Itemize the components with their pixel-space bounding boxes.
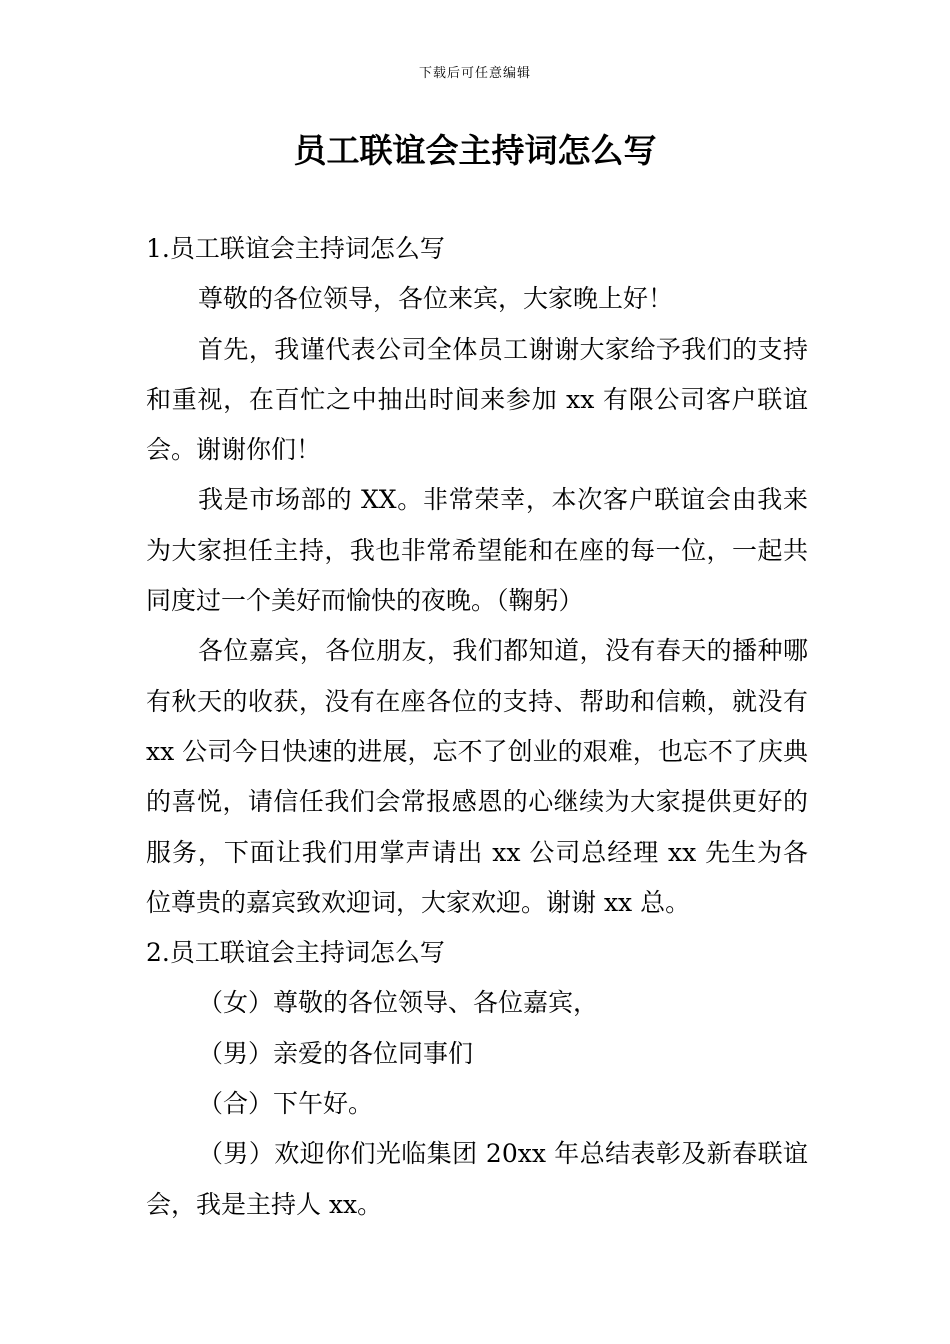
document-body (146, 224, 808, 1230)
section-heading-2: 2.员工联谊会主持词怎么写 (146, 938, 445, 968)
dialogue-line-male: （男）亲爱的各位同事们 (198, 1038, 474, 1068)
paragraph-thanks: 首先，我谨代表公司全体员工谢谢大家给予我们的支持和重视，在百忙之中抽出时间来参加 xx 有限公司客户联谊会。谢谢你们！ (146, 334, 808, 465)
dialogue-line-together: （合）下午好。 (198, 1089, 374, 1119)
document-title: 员工联谊会主持词怎么写 (293, 131, 657, 170)
page-header-note: 下载后可任意编辑 (418, 66, 531, 81)
dialogue-line-female: （女）尊敬的各位领导、各位嘉宾， (198, 988, 599, 1018)
paragraph-introduction: 我是市场部的 XX。非常荣幸，本次客户联谊会由我来为大家担任主持，我也非常希望能和在座的每一位，一起共同度过一个美好而愉快的夜晚。（鞠躬） (146, 485, 808, 616)
section-heading-1: 1.员工联谊会主持词怎么写 (146, 234, 445, 263)
paragraph-greeting: 尊敬的各位领导，各位来宾，大家晚上好！ (198, 284, 674, 314)
paragraph-guests: 各位嘉宾，各位朋友，我们都知道，没有春天的播种哪有秋天的收获，没有在座各位的支持、帮助和信赖，就没有 xx 公司今日快速的进展，忘不了创业的艰难，也忘不了庆典的喜悦，请信任我们会常报感恩的心继续为大家提供更好的服务，下面让我们用掌声请出 xx 公司总经理 xx 先生为各位尊贵的嘉宾致欢迎词，大家欢迎。谢谢 xx 总。 (146, 636, 808, 917)
dialogue-line-male-welcome: （男）欢迎你们光临集团 20xx 年总结表彰及新春联谊会，我是主持人 xx。 (146, 1139, 808, 1219)
